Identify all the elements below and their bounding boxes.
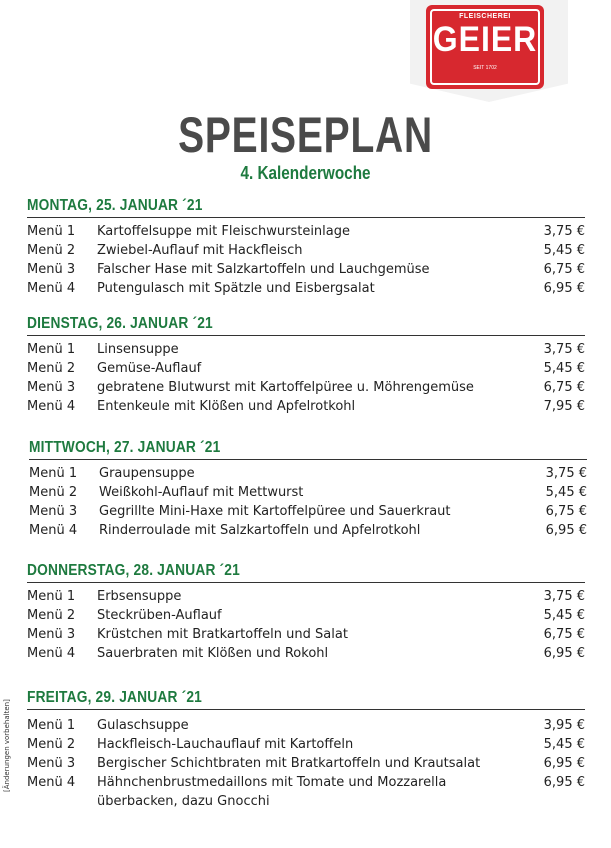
menu-row — [27, 340, 585, 359]
price: 3,95 € — [543, 718, 585, 733]
menu-number: Menü 3 — [27, 380, 76, 395]
menu-row — [27, 260, 585, 279]
day-section-wednesday — [29, 438, 587, 540]
dish-name: Hackfleisch-Lauchauflauf mit Kartoffeln — [97, 737, 354, 752]
dish-name — [97, 773, 515, 811]
menu-row — [27, 625, 585, 644]
dish-name: Krüstchen mit Bratkartoffeln und Salat — [97, 627, 348, 642]
dish-name: Falscher Hase mit Salzkartoffeln und Lauchgemüse — [97, 262, 430, 277]
menu-number: Menü 4 — [29, 523, 78, 538]
menu-row — [29, 464, 587, 483]
dish-name: Zwiebel-Auflauf mit Hackfleisch — [97, 243, 303, 258]
menu-row — [27, 359, 585, 378]
divider — [27, 335, 585, 336]
dish-name: Gemüse-Auflauf — [97, 361, 202, 376]
menu-number: Menü 4 — [27, 399, 76, 414]
price: 3,75 € — [545, 466, 587, 481]
logo-word: GEIER — [432, 19, 538, 59]
price: 6,75 € — [545, 504, 587, 519]
menu-number: Menü 4 — [27, 775, 76, 790]
side-note: [Änderungen vorbehalten] — [3, 699, 11, 792]
menu-row — [27, 279, 585, 298]
logo-top-text: FLEISCHEREI — [459, 13, 511, 20]
menu-row — [27, 397, 585, 416]
price: 6,95 € — [543, 281, 585, 296]
menu-row — [27, 716, 585, 735]
menu-number: Menü 3 — [29, 504, 78, 519]
divider — [27, 709, 585, 710]
menu-row — [27, 735, 585, 754]
dish-name: Linsensuppe — [97, 342, 179, 357]
brand-logo — [426, 5, 544, 89]
menu-number: Menü 2 — [27, 243, 76, 258]
divider — [27, 582, 585, 583]
dish-line-2: überbacken, dazu Gnocchi — [97, 794, 270, 809]
dish-name: Rinderroulade mit Salzkartoffeln und Apfelrotkohl — [99, 523, 421, 538]
price: 6,95 € — [543, 646, 585, 661]
price: 5,45 € — [543, 737, 585, 752]
dish-name: Sauerbraten mit Klößen und Rokohl — [97, 646, 329, 661]
dish-name: gebratene Blutwurst mit Kartoffelpüree u. Möhrengemüse — [97, 380, 474, 395]
divider — [27, 217, 585, 218]
menu-number: Menü 1 — [27, 342, 76, 357]
price: 6,75 € — [543, 262, 585, 277]
menu-row — [27, 606, 585, 625]
page-subtitle: 4. Kalenderwoche — [240, 163, 371, 183]
menu-row — [27, 587, 585, 606]
menu-row — [27, 222, 585, 241]
price: 6,95 € — [543, 756, 585, 771]
menu-number: Menü 1 — [27, 718, 76, 733]
price: 5,45 € — [543, 361, 585, 376]
price: 5,45 € — [545, 485, 587, 500]
menu-number: Menü 2 — [27, 361, 76, 376]
menu-number: Menü 2 — [27, 608, 76, 623]
divider — [29, 459, 587, 460]
price: 3,75 € — [543, 342, 585, 357]
price: 6,95 € — [545, 523, 587, 538]
menu-number: Menü 3 — [27, 262, 76, 277]
day-heading: DIENSTAG, 26. JANUAR ´21 — [27, 315, 213, 332]
menu-row — [27, 378, 585, 397]
dish-name: Weißkohl-Auflauf mit Mettwurst — [99, 485, 304, 500]
dish-name: Graupensuppe — [99, 466, 195, 481]
menu-number: Menü 2 — [29, 485, 78, 500]
price: 6,75 € — [543, 627, 585, 642]
menu-number: Menü 3 — [27, 756, 76, 771]
menu-number: Menü 1 — [29, 466, 78, 481]
price: 3,75 € — [543, 224, 585, 239]
dish-line-1: Hähnchenbrustmedaillons mit Tomate und Mozzarella — [97, 775, 447, 790]
dish-name: Kartoffelsuppe mit Fleischwursteinlage — [97, 224, 350, 239]
menu-row — [29, 502, 587, 521]
day-heading: MONTAG, 25. JANUAR ´21 — [27, 197, 203, 214]
day-heading: MITTWOCH, 27. JANUAR ´21 — [29, 439, 221, 456]
menu-row — [27, 754, 585, 773]
price: 3,75 € — [543, 589, 585, 604]
menu-number: Menü 3 — [27, 627, 76, 642]
dish-name: Entenkeule mit Klößen und Apfelrotkohl — [97, 399, 356, 414]
menu-number: Menü 1 — [27, 224, 76, 239]
menu-row — [29, 483, 587, 502]
dish-name: Gulaschsuppe — [97, 718, 189, 733]
price: 6,75 € — [543, 380, 585, 395]
menu-number: Menü 4 — [27, 646, 76, 661]
menu-number: Menü 2 — [27, 737, 76, 752]
price: 5,45 € — [543, 243, 585, 258]
dish-name: Putengulasch mit Spätzle und Eisbergsalat — [97, 281, 375, 296]
day-section-tuesday — [27, 314, 585, 416]
dish-name: Steckrüben-Auflauf — [97, 608, 222, 623]
day-section-monday — [27, 196, 585, 298]
menu-number: Menü 4 — [27, 281, 76, 296]
price: 7,95 € — [543, 399, 585, 414]
dish-name: Bergischer Schichtbraten mit Bratkartoffeln und Krautsalat — [97, 756, 481, 771]
menu-row — [27, 773, 585, 811]
day-section-friday — [27, 688, 585, 811]
page-title: SPEISEPLAN — [178, 107, 433, 163]
logo-since: SEIT 1702 — [473, 65, 497, 71]
day-section-thursday — [27, 561, 585, 663]
day-heading: FREITAG, 29. JANUAR ´21 — [27, 689, 202, 706]
day-heading: DONNERSTAG, 28. JANUAR ´21 — [27, 562, 240, 579]
menu-row — [27, 241, 585, 260]
menu-row — [29, 521, 587, 540]
price: 5,45 € — [543, 608, 585, 623]
menu-number: Menü 1 — [27, 589, 76, 604]
price: 6,95 € — [543, 775, 585, 790]
dish-name: Erbsensuppe — [97, 589, 182, 604]
menu-row — [27, 644, 585, 663]
dish-name: Gegrillte Mini-Haxe mit Kartoffelpüree und Sauerkraut — [99, 504, 451, 519]
